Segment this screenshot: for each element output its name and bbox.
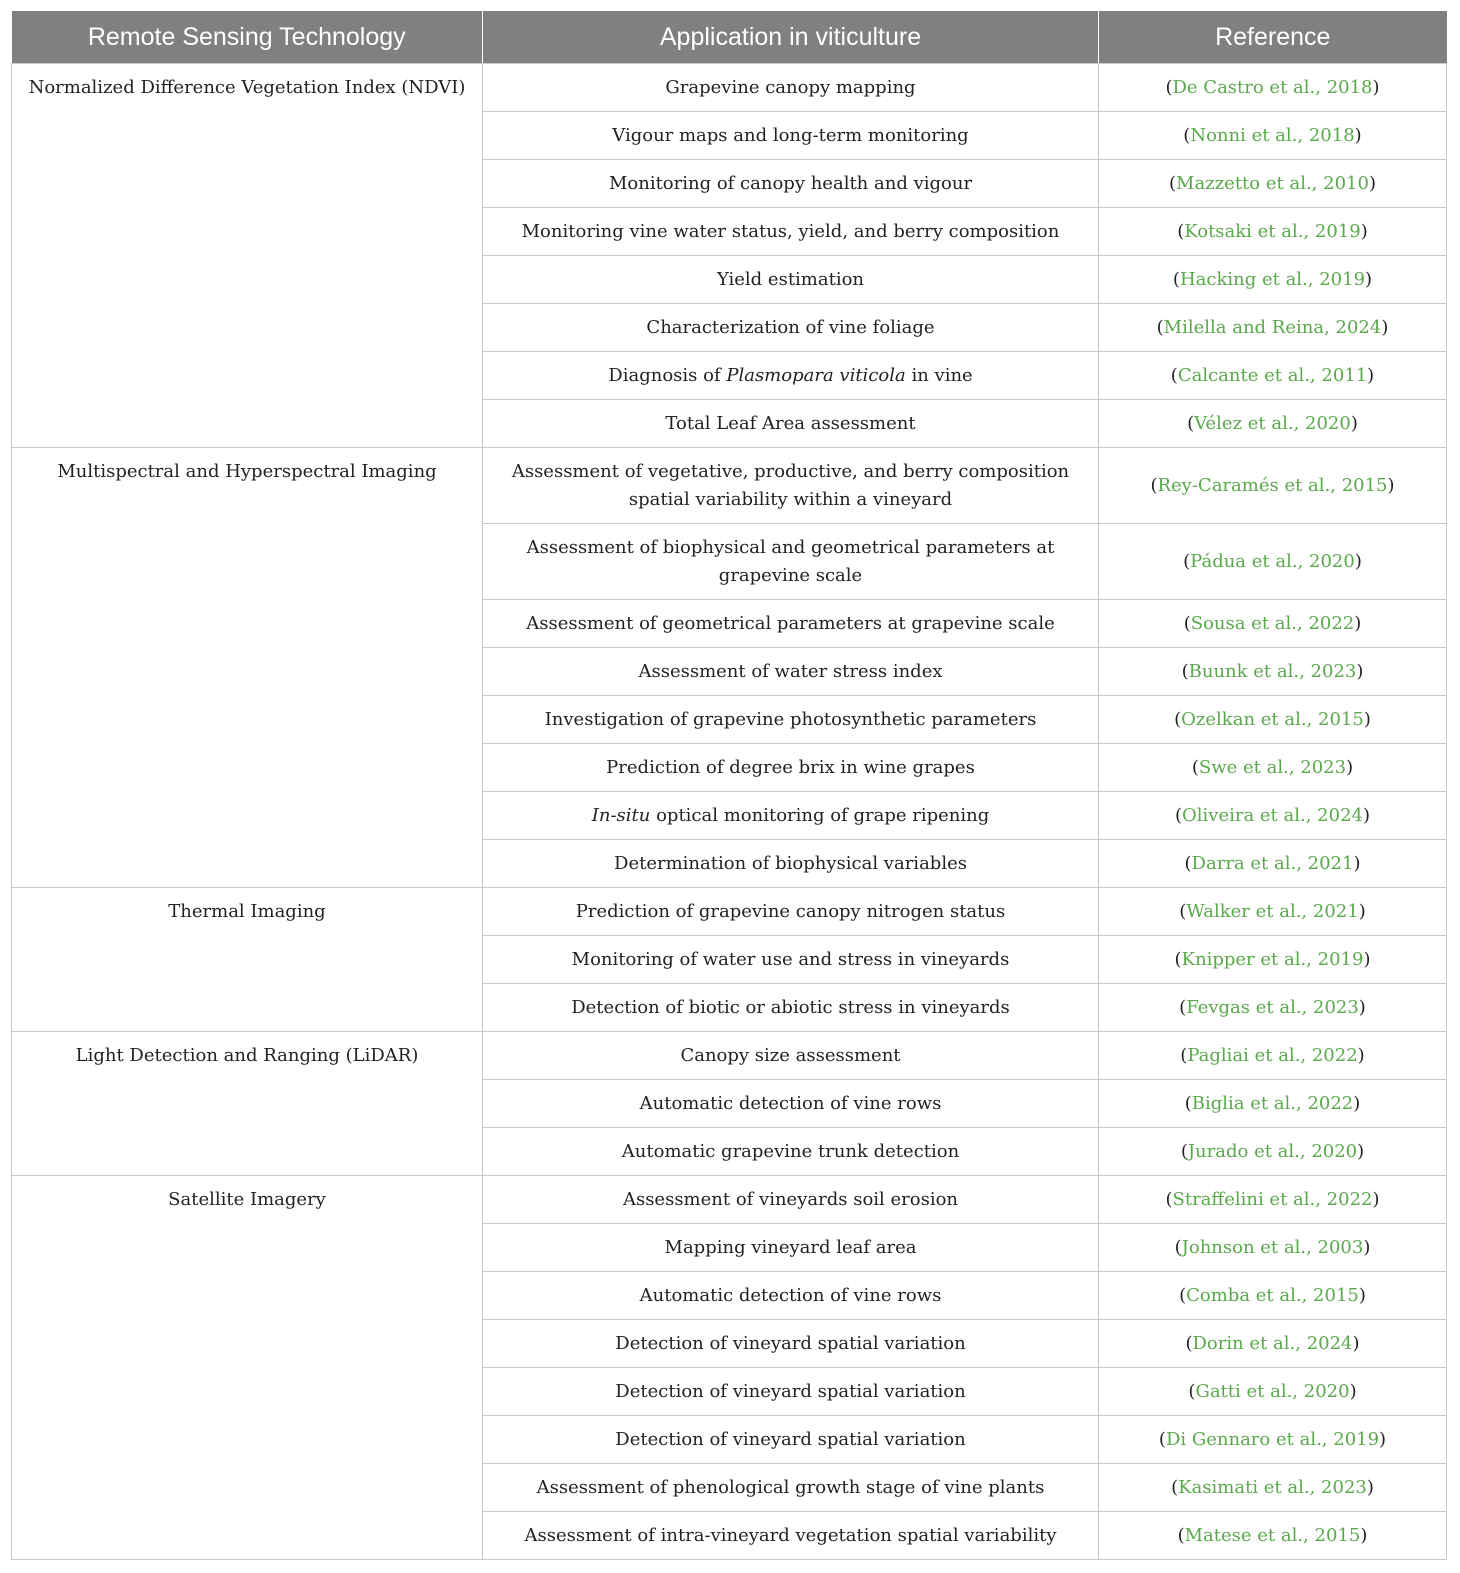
technology-cell: Normalized Difference Vegetation Index (NDVI)	[12, 64, 483, 448]
application-cell: Total Leaf Area assessment	[483, 400, 1099, 448]
application-cell: Detection of vineyard spatial variation	[483, 1320, 1099, 1368]
reference-cell: (Darra et al., 2021)	[1099, 840, 1447, 888]
header-technology: Remote Sensing Technology	[12, 11, 483, 64]
reference-cell: (Buunk et al., 2023)	[1099, 648, 1447, 696]
reference-link[interactable]: De Castro et al., 2018	[1172, 76, 1373, 98]
application-cell: Vigour maps and long-term monitoring	[483, 112, 1099, 160]
reference-link[interactable]: Vélez et al., 2020	[1194, 412, 1351, 434]
application-cell: Prediction of degree brix in wine grapes	[483, 744, 1099, 792]
application-cell: Automatic detection of vine rows	[483, 1272, 1099, 1320]
application-cell: Assessment of vineyards soil erosion	[483, 1176, 1099, 1224]
reference-link[interactable]: Rey-Caramés et al., 2015	[1157, 474, 1388, 496]
table-body	[12, 64, 1447, 1560]
reference-cell: (Knipper et al., 2019)	[1099, 936, 1447, 984]
application-cell: Canopy size assessment	[483, 1032, 1099, 1080]
header-application: Application in viticulture	[483, 11, 1099, 64]
reference-cell: (Di Gennaro et al., 2019)	[1099, 1416, 1447, 1464]
application-cell	[483, 792, 1099, 840]
technology-cell: Thermal Imaging	[12, 888, 483, 1032]
application-cell: Assessment of biophysical and geometrical parameters at grapevine scale	[483, 524, 1099, 600]
reference-link[interactable]: Dorin et al., 2024	[1192, 1332, 1353, 1354]
application-cell: Prediction of grapevine canopy nitrogen status	[483, 888, 1099, 936]
reference-cell: (Comba et al., 2015)	[1099, 1272, 1447, 1320]
reference-link[interactable]: Mazzetto et al., 2010	[1176, 172, 1369, 194]
application-text: optical monitoring of grape ripening	[650, 804, 990, 826]
application-cell: Detection of biotic or abiotic stress in vineyards	[483, 984, 1099, 1032]
application-cell: Automatic grapevine trunk detection	[483, 1128, 1099, 1176]
reference-cell: (Kasimati et al., 2023)	[1099, 1464, 1447, 1512]
application-cell	[483, 352, 1099, 400]
application-cell: Mapping vineyard leaf area	[483, 1224, 1099, 1272]
application-cell: Determination of biophysical variables	[483, 840, 1099, 888]
reference-cell: (Nonni et al., 2018)	[1099, 112, 1447, 160]
reference-cell: (Mazzetto et al., 2010)	[1099, 160, 1447, 208]
application-cell: Assessment of water stress index	[483, 648, 1099, 696]
application-cell: Assessment of phenological growth stage of vine plants	[483, 1464, 1099, 1512]
reference-link[interactable]: Jurado et al., 2020	[1187, 1140, 1358, 1162]
technology-cell: Multispectral and Hyperspectral Imaging	[12, 448, 483, 888]
application-italic-text: Plasmopara viticola	[726, 364, 906, 386]
reference-link[interactable]: Pádua et al., 2020	[1190, 550, 1355, 572]
table-row	[12, 448, 1447, 524]
application-cell: Automatic detection of vine rows	[483, 1080, 1099, 1128]
technology-cell: Light Detection and Ranging (LiDAR)	[12, 1032, 483, 1176]
viticulture-table	[11, 11, 1447, 1560]
reference-link[interactable]: Sousa et al., 2022	[1190, 612, 1355, 634]
reference-cell: (Kotsaki et al., 2019)	[1099, 208, 1447, 256]
reference-link[interactable]: Kasimati et al., 2023	[1178, 1476, 1367, 1498]
table-row	[12, 1176, 1447, 1224]
application-italic-text: In-situ	[591, 804, 651, 826]
application-cell: Monitoring vine water status, yield, and berry composition	[483, 208, 1099, 256]
reference-cell: (Rey-Caramés et al., 2015)	[1099, 448, 1447, 524]
reference-cell: (Walker et al., 2021)	[1099, 888, 1447, 936]
reference-cell: (Dorin et al., 2024)	[1099, 1320, 1447, 1368]
application-text: in vine	[905, 364, 973, 386]
table-row	[12, 64, 1447, 112]
application-cell: Grapevine canopy mapping	[483, 64, 1099, 112]
application-cell: Assessment of geometrical parameters at grapevine scale	[483, 600, 1099, 648]
application-cell: Detection of vineyard spatial variation	[483, 1416, 1099, 1464]
reference-cell: (Straffelini et al., 2022)	[1099, 1176, 1447, 1224]
reference-cell: (Pagliai et al., 2022)	[1099, 1032, 1447, 1080]
application-cell: Yield estimation	[483, 256, 1099, 304]
application-cell: Assessment of vegetative, productive, and berry composition spatial variability within a vineyard	[483, 448, 1099, 524]
reference-link[interactable]: Nonni et al., 2018	[1190, 124, 1355, 146]
reference-link[interactable]: Kotsaki et al., 2019	[1184, 220, 1361, 242]
reference-link[interactable]: Gatti et al., 2020	[1195, 1380, 1350, 1402]
reference-cell: (Johnson et al., 2003)	[1099, 1224, 1447, 1272]
reference-link[interactable]: Darra et al., 2021	[1191, 852, 1354, 874]
reference-link[interactable]: Fevgas et al., 2023	[1186, 996, 1359, 1018]
reference-link[interactable]: Milella and Reina, 2024	[1163, 316, 1382, 338]
table-row	[12, 1032, 1447, 1080]
reference-cell: (Vélez et al., 2020)	[1099, 400, 1447, 448]
reference-cell: (Sousa et al., 2022)	[1099, 600, 1447, 648]
reference-link[interactable]: Ozelkan et al., 2015	[1181, 708, 1364, 730]
reference-cell: (De Castro et al., 2018)	[1099, 64, 1447, 112]
application-cell: Monitoring of water use and stress in vineyards	[483, 936, 1099, 984]
reference-link[interactable]: Knipper et al., 2019	[1181, 948, 1364, 970]
reference-cell: (Jurado et al., 2020)	[1099, 1128, 1447, 1176]
reference-cell: (Biglia et al., 2022)	[1099, 1080, 1447, 1128]
reference-cell: (Milella and Reina, 2024)	[1099, 304, 1447, 352]
reference-link[interactable]: Biglia et al., 2022	[1191, 1092, 1354, 1114]
reference-cell: (Pádua et al., 2020)	[1099, 524, 1447, 600]
reference-link[interactable]: Oliveira et al., 2024	[1182, 804, 1363, 826]
reference-link[interactable]: Straffelini et al., 2022	[1172, 1188, 1373, 1210]
application-cell: Monitoring of canopy health and vigour	[483, 160, 1099, 208]
header-reference: Reference	[1099, 11, 1447, 64]
reference-cell: (Matese et al., 2015)	[1099, 1512, 1447, 1560]
application-text: Diagnosis of	[608, 364, 727, 386]
application-cell: Assessment of intra-vineyard vegetation spatial variability	[483, 1512, 1099, 1560]
reference-link[interactable]: Walker et al., 2021	[1186, 900, 1359, 922]
reference-cell: (Calcante et al., 2011)	[1099, 352, 1447, 400]
reference-link[interactable]: Hacking et al., 2019	[1179, 268, 1366, 290]
application-cell: Detection of vineyard spatial variation	[483, 1368, 1099, 1416]
application-cell: Investigation of grapevine photosynthetic parameters	[483, 696, 1099, 744]
reference-cell: (Oliveira et al., 2024)	[1099, 792, 1447, 840]
reference-link[interactable]: Calcante et al., 2011	[1177, 364, 1368, 386]
reference-cell: (Swe et al., 2023)	[1099, 744, 1447, 792]
reference-cell: (Hacking et al., 2019)	[1099, 256, 1447, 304]
reference-link[interactable]: Comba et al., 2015	[1186, 1284, 1359, 1306]
reference-link[interactable]: Buunk et al., 2023	[1188, 660, 1357, 682]
header-row	[12, 11, 1447, 64]
reference-link[interactable]: Swe et al., 2023	[1198, 756, 1347, 778]
reference-cell: (Ozelkan et al., 2015)	[1099, 696, 1447, 744]
reference-cell: (Gatti et al., 2020)	[1099, 1368, 1447, 1416]
reference-cell: (Fevgas et al., 2023)	[1099, 984, 1447, 1032]
application-cell: Characterization of vine foliage	[483, 304, 1099, 352]
reference-link[interactable]: Johnson et al., 2003	[1181, 1236, 1364, 1258]
reference-link[interactable]: Di Gennaro et al., 2019	[1165, 1428, 1380, 1450]
reference-link[interactable]: Matese et al., 2015	[1184, 1524, 1361, 1546]
reference-link[interactable]: Pagliai et al., 2022	[1187, 1044, 1358, 1066]
table-row	[12, 888, 1447, 936]
technology-cell: Satellite Imagery	[12, 1176, 483, 1560]
